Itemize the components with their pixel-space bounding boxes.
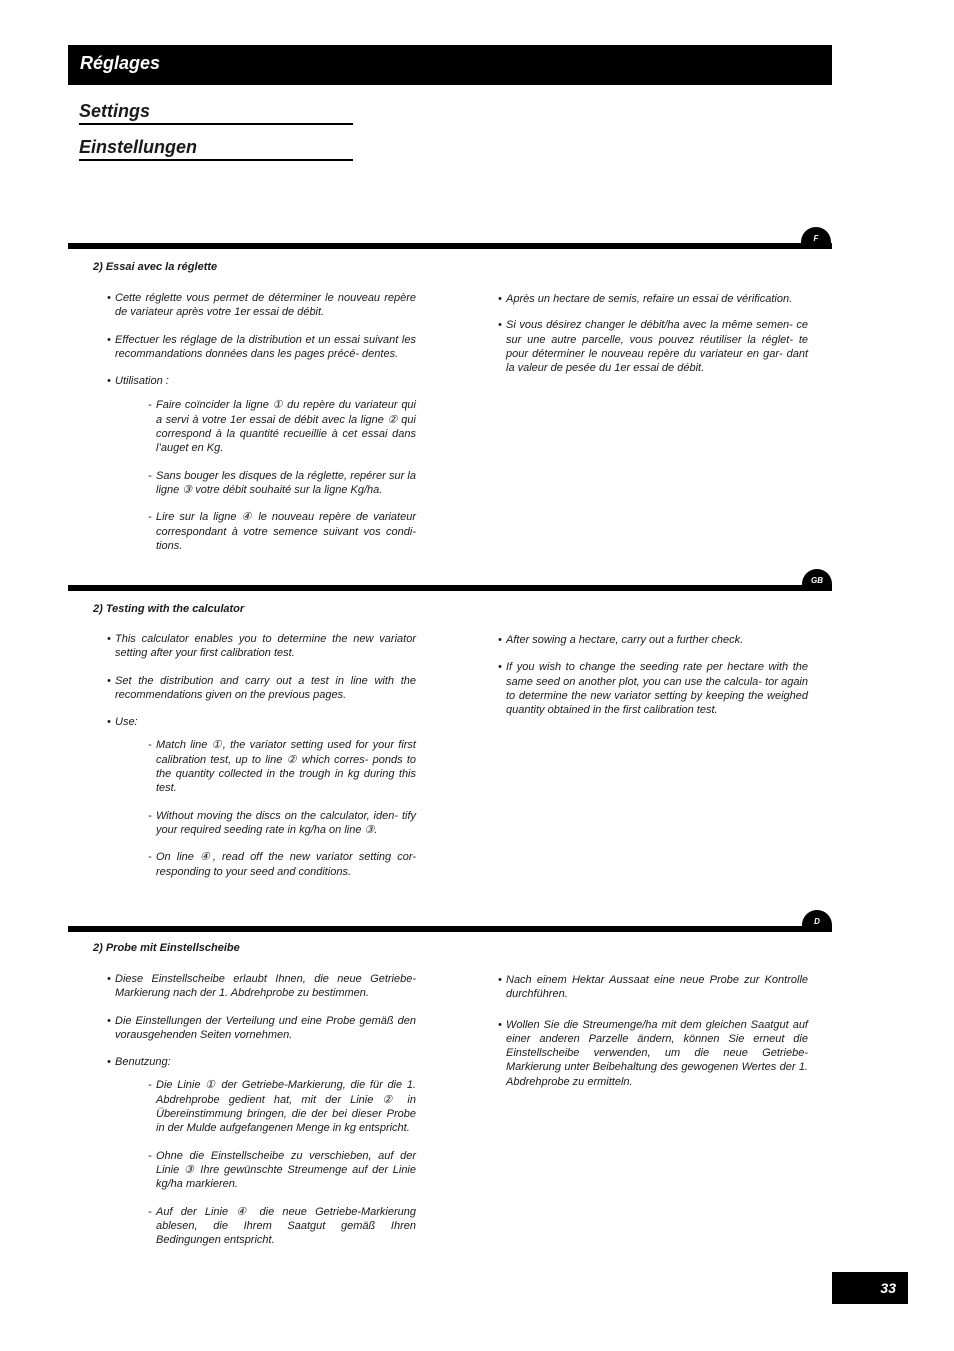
bullet-item: • Wollen Sie die Streumenge/ha mit dem gleichen Saatgut auf einer anderen Parzelle ändern, können Sie erneut die Einstellscheibe verwenden, um die neue Getriebe- Markierung unter Beibehaltung des gewogenen Wertes der 1. Abdrehprobe zu ermitteln. bbox=[498, 1018, 808, 1089]
language-badge-gb: GB bbox=[802, 569, 832, 591]
subtitle-english: Settings bbox=[79, 100, 353, 125]
bullet-item: • Nach einem Hektar Aussaat eine neue Probe zur Kontrolle durchführen. bbox=[498, 973, 808, 1002]
page-title: Réglages bbox=[80, 53, 161, 73]
sub-item: - Sans bouger les disques de la réglette, repérer sur la ligne ③ votre débit souhaité sur la ligne Kg/ha. bbox=[148, 469, 416, 498]
column-right-de bbox=[498, 973, 808, 1089]
bullet-item: • If you wish to change the seeding rate per hectare with the same seed on another plot, you can use the calcula- tor again to determine the new variator setting by keeping the weighed quantity obtained in the first calibration test. bbox=[498, 660, 808, 717]
bullet-item: • After sowing a hectare, carry out a further check. bbox=[498, 633, 808, 647]
sub-item: - Auf der Linie ④ die neue Getriebe-Markierung ablesen, die Ihrem Saatgut gemäß Ihren Bedingungen entspricht. bbox=[148, 1205, 416, 1248]
language-badge-de: D bbox=[802, 910, 832, 932]
title-bar bbox=[68, 45, 832, 85]
bullet-item: • Cette réglette vous permet de déterminer le nouveau repère de variateur après votre 1er essai de débit. bbox=[107, 291, 416, 320]
column-left-de bbox=[107, 972, 416, 1247]
section-title-gb: 2) Testing with the calculator bbox=[93, 603, 245, 615]
bullet-item: • Set the distribution and carry out a test in line with the recommendations given on the previous pages. bbox=[107, 674, 416, 703]
bullet-item: • Utilisation : bbox=[107, 374, 416, 388]
bullet-item: • Use: bbox=[107, 715, 416, 729]
section-divider-fr bbox=[68, 243, 832, 249]
bullet-item: • Benutzung: bbox=[107, 1055, 416, 1069]
sub-item: - Ohne die Einstellscheibe zu verschieben, auf der Linie ③ Ihre gewünschte Streumenge auf der Linie kg/ha markieren. bbox=[148, 1149, 416, 1192]
bullet-item: • Effectuer les réglage de la distribution et un essai suivant les recommandations données dans les pages précé- dentes. bbox=[107, 333, 416, 362]
column-right-gb bbox=[498, 633, 808, 717]
sub-item: - Lire sur la ligne ④ le nouveau repère de variateur correspondant à votre semence suivant vos condi- tions. bbox=[148, 510, 416, 553]
bullet-item: • Die Einstellungen der Verteilung und eine Probe gemäß den vorausgehenden Seiten vornehmen. bbox=[107, 1014, 416, 1043]
sub-item: - Without moving the discs on the calculator, iden- tify your required seeding rate in kg/ha on line ③. bbox=[148, 809, 416, 838]
sub-item: - Match line ①, the variator setting used for your first calibration test, up to line ② which corres- ponds to the quantity collected in the trough in kg during this test. bbox=[148, 738, 416, 795]
section-divider-gb bbox=[68, 585, 832, 591]
language-badge-fr: F bbox=[801, 227, 831, 249]
column-left-fr bbox=[107, 291, 416, 553]
section-divider-de bbox=[68, 926, 832, 932]
sub-item: - Faire coïncider la ligne ① du repère du variateur qui a servi à votre 1er essai de débit avec la ligne ② qui correspond à la quantité recueillie à cet essai dans l’auget en Kg. bbox=[148, 398, 416, 455]
column-left-gb bbox=[107, 632, 416, 879]
section-title-de: 2) Probe mit Einstellscheibe bbox=[93, 942, 240, 954]
page-number: 33 bbox=[832, 1272, 908, 1304]
bullet-item: • Diese Einstellscheibe erlaubt Ihnen, die neue Getriebe- Markierung nach der 1. Abdrehprobe zu bestimmen. bbox=[107, 972, 416, 1001]
section-title-fr: 2) Essai avec la réglette bbox=[93, 261, 218, 273]
sub-item: - Die Linie ① der Getriebe-Markierung, die für die 1. Abdrehprobe gedient hat, mit der Linie ② in Übereinstimmung bringen, die der bei dieser Probe in der Mulde aufgefangenen Menge in kg entspricht. bbox=[148, 1078, 416, 1135]
column-right-fr bbox=[498, 292, 808, 375]
subtitle-german: Einstellungen bbox=[79, 136, 353, 161]
bullet-item: • Si vous désirez changer le débit/ha avec la même semen- ce sur une autre parcelle, vous pouvez réutiliser la réglet- te pour déterminer le nouveau repère du variateur en gar- dant la valeur de pesée du 1er essai de débit. bbox=[498, 318, 808, 375]
bullet-item: • This calculator enables you to determine the new variator setting after your first calibration test. bbox=[107, 632, 416, 661]
sub-item: - On line ④, read off the new variator setting cor- responding to your seed and conditions. bbox=[148, 850, 416, 879]
bullet-item: • Après un hectare de semis, refaire un essai de vérification. bbox=[498, 292, 808, 306]
